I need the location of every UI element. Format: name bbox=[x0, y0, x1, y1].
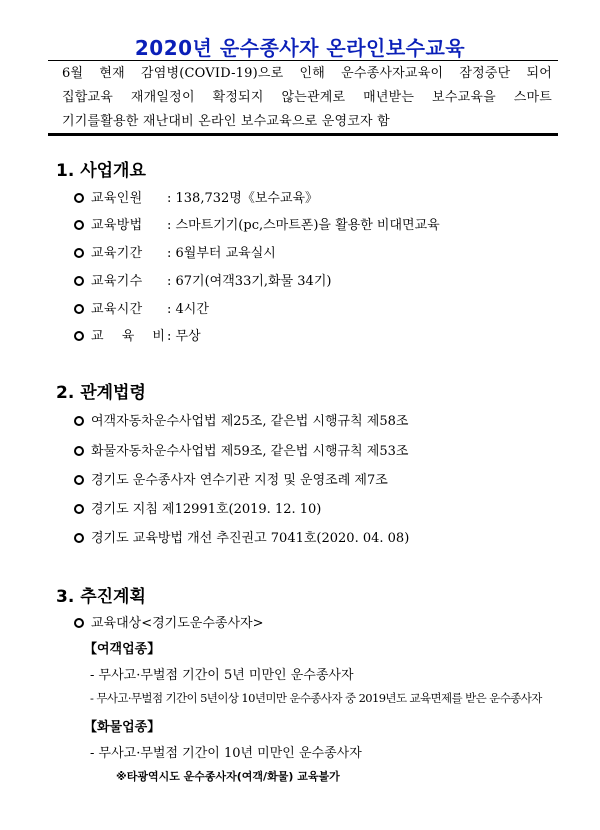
circle-bullet-icon bbox=[74, 276, 84, 286]
overview-label: 교육기간 bbox=[91, 246, 143, 261]
overview-value: : 138,732명《보수교육》 bbox=[167, 191, 319, 206]
overview-value: : 스마트기기(pc,스마트폰)을 활용한 비대면교육 bbox=[167, 218, 440, 233]
target-text: 교육대상<경기도운수종사자> bbox=[91, 616, 264, 631]
law-item bbox=[74, 498, 321, 517]
law-item bbox=[74, 469, 388, 488]
circle-bullet-icon bbox=[74, 533, 84, 543]
law-text: 여객자동차운수사업법 제25조, 같은법 시행규칙 제58조 bbox=[91, 414, 409, 429]
freight-item: - 무사고·무벌점 기간이 10년 미만인 운수종사자 bbox=[90, 746, 362, 761]
section-heading-laws: 2. 관계법령 bbox=[56, 383, 146, 403]
circle-bullet-icon bbox=[74, 248, 84, 258]
note-text: ※타광역시도 운수종사자(여객/화물) 교육불가 bbox=[116, 770, 340, 783]
overview-label: 교육인원 bbox=[91, 191, 143, 206]
circle-bullet-icon bbox=[74, 504, 84, 514]
target-item bbox=[74, 612, 263, 631]
circle-bullet-icon bbox=[74, 304, 84, 314]
law-text: 경기도 운수종사자 연수기관 지정 및 운영조례 제7조 bbox=[91, 473, 388, 488]
intro-line: 집합교육 재개일정이 확정되지 않는관계로 매년받는 보수교육을 스마트 bbox=[62, 90, 552, 105]
law-item bbox=[74, 440, 408, 459]
circle-bullet-icon bbox=[74, 193, 84, 203]
overview-item bbox=[74, 242, 276, 261]
circle-bullet-icon bbox=[74, 331, 84, 341]
intro-line: 기기를활용한 재난대비 온라인 보수교육으로 운영코자 함 bbox=[62, 114, 390, 129]
page-title: 2020년 운수종사자 온라인보수교육 bbox=[134, 36, 466, 60]
circle-bullet-icon bbox=[74, 220, 84, 230]
intro-box bbox=[48, 60, 558, 136]
overview-value: : 무상 bbox=[167, 329, 201, 344]
overview-label: 교 육 비 bbox=[91, 329, 172, 344]
overview-item bbox=[74, 298, 209, 317]
overview-item bbox=[74, 325, 201, 344]
law-text: 경기도 지침 제12991호(2019. 12. 10) bbox=[91, 502, 322, 517]
law-item bbox=[74, 527, 409, 546]
law-text: 경기도 교육방법 개선 추진권고 7041호(2020. 04. 08) bbox=[91, 531, 410, 546]
law-item bbox=[74, 410, 408, 429]
overview-value: : 6월부터 교육실시 bbox=[167, 246, 276, 261]
circle-bullet-icon bbox=[74, 618, 84, 628]
overview-item bbox=[74, 214, 440, 233]
circle-bullet-icon bbox=[74, 416, 84, 426]
overview-value: : 4시간 bbox=[167, 302, 209, 317]
circle-bullet-icon bbox=[74, 446, 84, 456]
overview-value: : 67기(여객33기,화물 34기) bbox=[167, 274, 332, 289]
overview-item bbox=[74, 270, 331, 289]
passenger-header: 【여객업종】 bbox=[84, 642, 161, 657]
overview-label: 교육기수 bbox=[91, 274, 143, 289]
law-text: 화물자동차운수사업법 제59조, 같은법 시행규칙 제53조 bbox=[91, 444, 409, 459]
freight-header: 【화물업종】 bbox=[84, 720, 161, 735]
section-heading-plan: 3. 추진계획 bbox=[56, 587, 146, 607]
circle-bullet-icon bbox=[74, 475, 84, 485]
passenger-item: - 무사고·무벌점 기간이 5년이상 10년미만 운수종사자 중 2019년도 교육면제를 받은 운수종사자 bbox=[90, 691, 542, 705]
intro-line: 6월 현재 감염병(COVID-19)으로 인해 운수종사자교육이 잠정중단 되어 bbox=[62, 66, 552, 81]
passenger-item: - 무사고·무벌점 기간이 5년 미만인 운수종사자 bbox=[90, 668, 354, 683]
overview-label: 교육시간 bbox=[91, 302, 143, 317]
section-heading-overview: 1. 사업개요 bbox=[56, 161, 146, 181]
overview-item bbox=[74, 187, 318, 206]
overview-label: 교육방법 bbox=[91, 218, 143, 233]
